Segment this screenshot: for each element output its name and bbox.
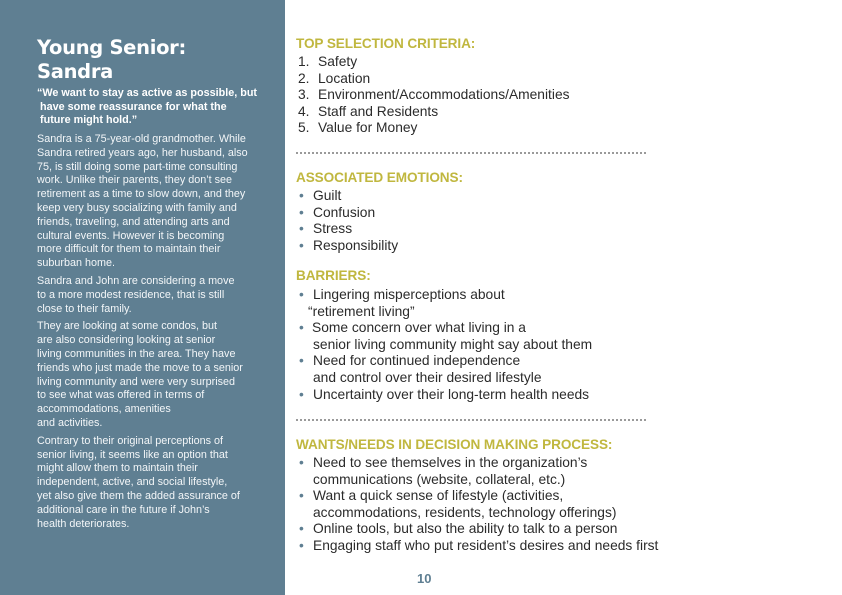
- text-line: additional care in the future if John’s: [37, 503, 210, 516]
- list-item: [296, 120, 570, 137]
- item-number: 1.: [298, 54, 310, 69]
- persona-name: Sandra: [37, 60, 114, 83]
- bullet-icon: •: [299, 188, 304, 203]
- item-text-continued: accommodations, residents, technology offerings): [313, 504, 617, 520]
- description-paragraph: [37, 435, 267, 532]
- list-item: [296, 205, 398, 222]
- persona-sidebar: [0, 0, 285, 595]
- quote-line: have some reassurance for what the: [40, 100, 227, 113]
- persona-description: [37, 133, 267, 535]
- item-text: Lingering misperceptions about: [313, 287, 505, 302]
- text-line: keep very busy socializing with family and: [37, 201, 237, 214]
- bullet-icon: •: [299, 287, 304, 302]
- text-line: Contrary to their original perceptions of: [37, 434, 224, 447]
- item-number: 4.: [298, 103, 310, 119]
- text-line: They are looking at some condos, but: [37, 320, 218, 333]
- text-line: accommodations, amenities: [37, 403, 171, 416]
- text-line: Sandra is a 75-year-old grandmother. While: [37, 133, 246, 145]
- item-text-continued: communications (website, collateral, etc.): [313, 471, 566, 487]
- item-text: Staff and Residents: [318, 103, 439, 119]
- item-text: Want a quick sense of lifestyle (activities,: [313, 488, 564, 504]
- text-line: close to their family.: [37, 302, 132, 315]
- text-line: retirement as a time to slow down, and they: [37, 188, 246, 201]
- list-item: [296, 54, 570, 71]
- list-item: [296, 455, 658, 488]
- dotted-divider: [296, 419, 646, 421]
- text-line: yet also give them the added assurance of: [37, 489, 240, 502]
- item-text: Environment/Accommodations/Amenities: [318, 87, 570, 103]
- bullet-icon: •: [299, 521, 304, 537]
- wants-heading: WANTS/NEEDS IN DECISION MAKING PROCESS:: [296, 437, 613, 452]
- criteria-list: [296, 54, 570, 137]
- item-text-continued: and control over their desired lifestyle: [313, 369, 542, 385]
- emotions-heading: ASSOCIATED EMOTIONS:: [296, 170, 463, 185]
- bullet-icon: •: [299, 237, 304, 253]
- text-line: Sandra and John are considering a move: [37, 274, 235, 287]
- text-line: health deteriorates.: [37, 517, 130, 530]
- text-line: Sandra retired years ago, her husband, also: [37, 146, 248, 159]
- text-line: living communities in the area. They have: [37, 347, 236, 360]
- description-paragraph: [37, 320, 267, 430]
- quote-line: “We want to stay as active as possible, but: [37, 87, 258, 99]
- wants-list: [296, 455, 658, 555]
- quote-line: future might hold.”: [40, 114, 138, 127]
- list-item: [296, 538, 658, 555]
- list-item: [296, 87, 570, 104]
- bullet-icon: •: [299, 488, 304, 504]
- criteria-heading: TOP SELECTION CRITERIA:: [296, 36, 476, 51]
- item-text: Responsibility: [313, 237, 399, 253]
- item-text: Confusion: [313, 204, 376, 220]
- persona-quote: [37, 87, 267, 128]
- text-line: suburban home.: [37, 257, 116, 270]
- text-line: living community and were very surprised: [37, 375, 236, 388]
- text-line: friends who just made the move to a senior: [37, 361, 243, 374]
- persona-title: [37, 36, 186, 84]
- text-line: more difficult for them to maintain their: [37, 243, 221, 256]
- description-paragraph: [37, 275, 267, 316]
- item-text: Some concern over what living in a: [312, 320, 526, 336]
- item-text: Engaging staff who put resident’s desires and needs first: [313, 537, 659, 553]
- bullet-icon: •: [299, 386, 304, 402]
- list-item: [296, 104, 570, 121]
- item-number: 5.: [298, 120, 310, 136]
- list-item: [296, 488, 658, 521]
- item-text: Safety: [318, 54, 358, 69]
- text-line: might allow them to maintain their: [37, 462, 198, 475]
- bullet-icon: •: [299, 537, 304, 553]
- text-line: 75, is still doing some part-time consulting: [37, 160, 238, 173]
- bullet-icon: •: [299, 204, 304, 220]
- bullet-icon: •: [299, 221, 304, 237]
- list-item: [296, 353, 592, 386]
- item-text: Guilt: [313, 188, 342, 203]
- list-item: [296, 71, 570, 88]
- text-line: are also considering looking at senior: [37, 334, 216, 347]
- item-number: 2.: [298, 70, 310, 86]
- list-item: [296, 521, 658, 538]
- text-line: senior living, it seems like an option that: [37, 448, 228, 461]
- barriers-heading: BARRIERS:: [296, 268, 371, 283]
- item-text-continued: senior living community might say about them: [313, 336, 593, 352]
- text-line: independent, active, and social lifestyle,: [37, 476, 228, 489]
- bullet-icon: •: [299, 320, 304, 336]
- item-text: Location: [318, 70, 371, 86]
- text-line: cultural events. However it is becoming: [37, 229, 225, 242]
- list-item: [296, 238, 398, 255]
- list-item: [296, 188, 398, 205]
- list-item: [296, 221, 398, 238]
- description-paragraph: [37, 133, 267, 271]
- item-text: Need for continued independence: [313, 353, 521, 369]
- item-text: Uncertainty over their long-term health needs: [313, 386, 590, 402]
- page-number: 10: [417, 571, 432, 586]
- item-number: 3.: [298, 87, 310, 103]
- text-line: friends, traveling, and attending arts and: [37, 215, 230, 228]
- dotted-divider: [296, 152, 646, 154]
- persona-title-line1: Young Senior:: [37, 36, 186, 59]
- list-item: [296, 320, 592, 353]
- text-line: to see what was offered in terms of: [37, 389, 205, 402]
- bullet-icon: •: [299, 455, 304, 470]
- bullet-icon: •: [299, 353, 304, 369]
- text-line: to a more modest residence, that is still: [37, 288, 225, 301]
- list-item: [296, 287, 592, 320]
- list-item: [296, 387, 592, 404]
- text-line: work. Unlike their parents, they don’t see: [37, 174, 233, 187]
- barriers-list: [296, 287, 592, 403]
- item-text: Online tools, but also the ability to talk to a person: [313, 521, 618, 537]
- item-text-continued: “retirement living”: [308, 303, 415, 319]
- item-text: Value for Money: [318, 120, 418, 136]
- emotions-list: [296, 188, 398, 254]
- text-line: and activities.: [37, 416, 103, 429]
- item-text: Stress: [313, 221, 353, 237]
- item-text: Need to see themselves in the organization’s: [313, 455, 588, 470]
